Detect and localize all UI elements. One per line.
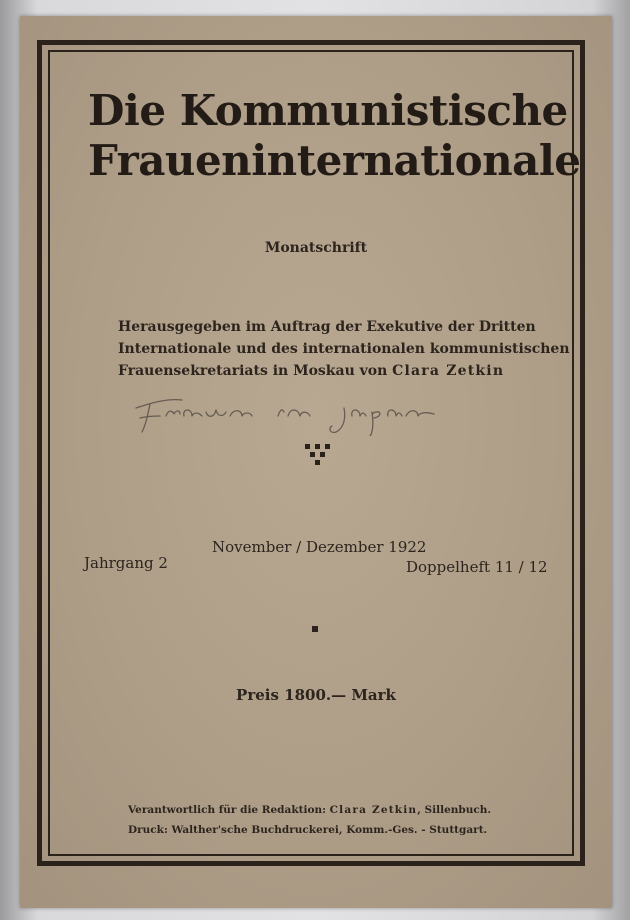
imprint (128, 800, 548, 840)
publisher-line-3-prefix: Frauensekretariats in Moskau von (118, 363, 393, 379)
publisher-statement (118, 316, 570, 382)
divider-dot (312, 626, 318, 632)
publisher-line-1: Herausgegeben im Auftrag der Exekutive der Dritten (118, 319, 536, 335)
handwritten-pencil-note (118, 386, 448, 436)
double-issue-number: Doppelheft 11 / 12 (406, 558, 548, 576)
volume-number: Jahrgang 2 (84, 554, 168, 572)
publisher-editor-name: Clara Zetkin (392, 363, 505, 379)
imprint-line-2: Druck: Walther'sche Buchdruckerei, Komm.-Ges. - Stuttgart. (128, 824, 488, 836)
title-line-2: Fraueninternationale (88, 136, 581, 185)
publisher-line-2: Internationale und des internationalen kommunistischen (118, 341, 570, 357)
issue-date: November / Dezember 1922 (212, 538, 427, 556)
imprint-line-1-prefix: Verantwortlich für die Redaktion: (128, 804, 330, 816)
magazine-title (88, 86, 581, 186)
ornament-dots (303, 442, 333, 466)
magazine-cover (20, 16, 612, 908)
imprint-editor-name: Clara Zetkin (329, 804, 418, 816)
publisher-line-3 (118, 360, 558, 382)
imprint-line-1-suffix: , Sillenbuch. (417, 804, 492, 816)
subtitle: Monatschrift (264, 240, 368, 256)
title-line-1: Die Kommunistische (88, 86, 568, 135)
price: Preis 1800.— Mark (236, 686, 396, 704)
imprint-line-1 (128, 800, 548, 820)
